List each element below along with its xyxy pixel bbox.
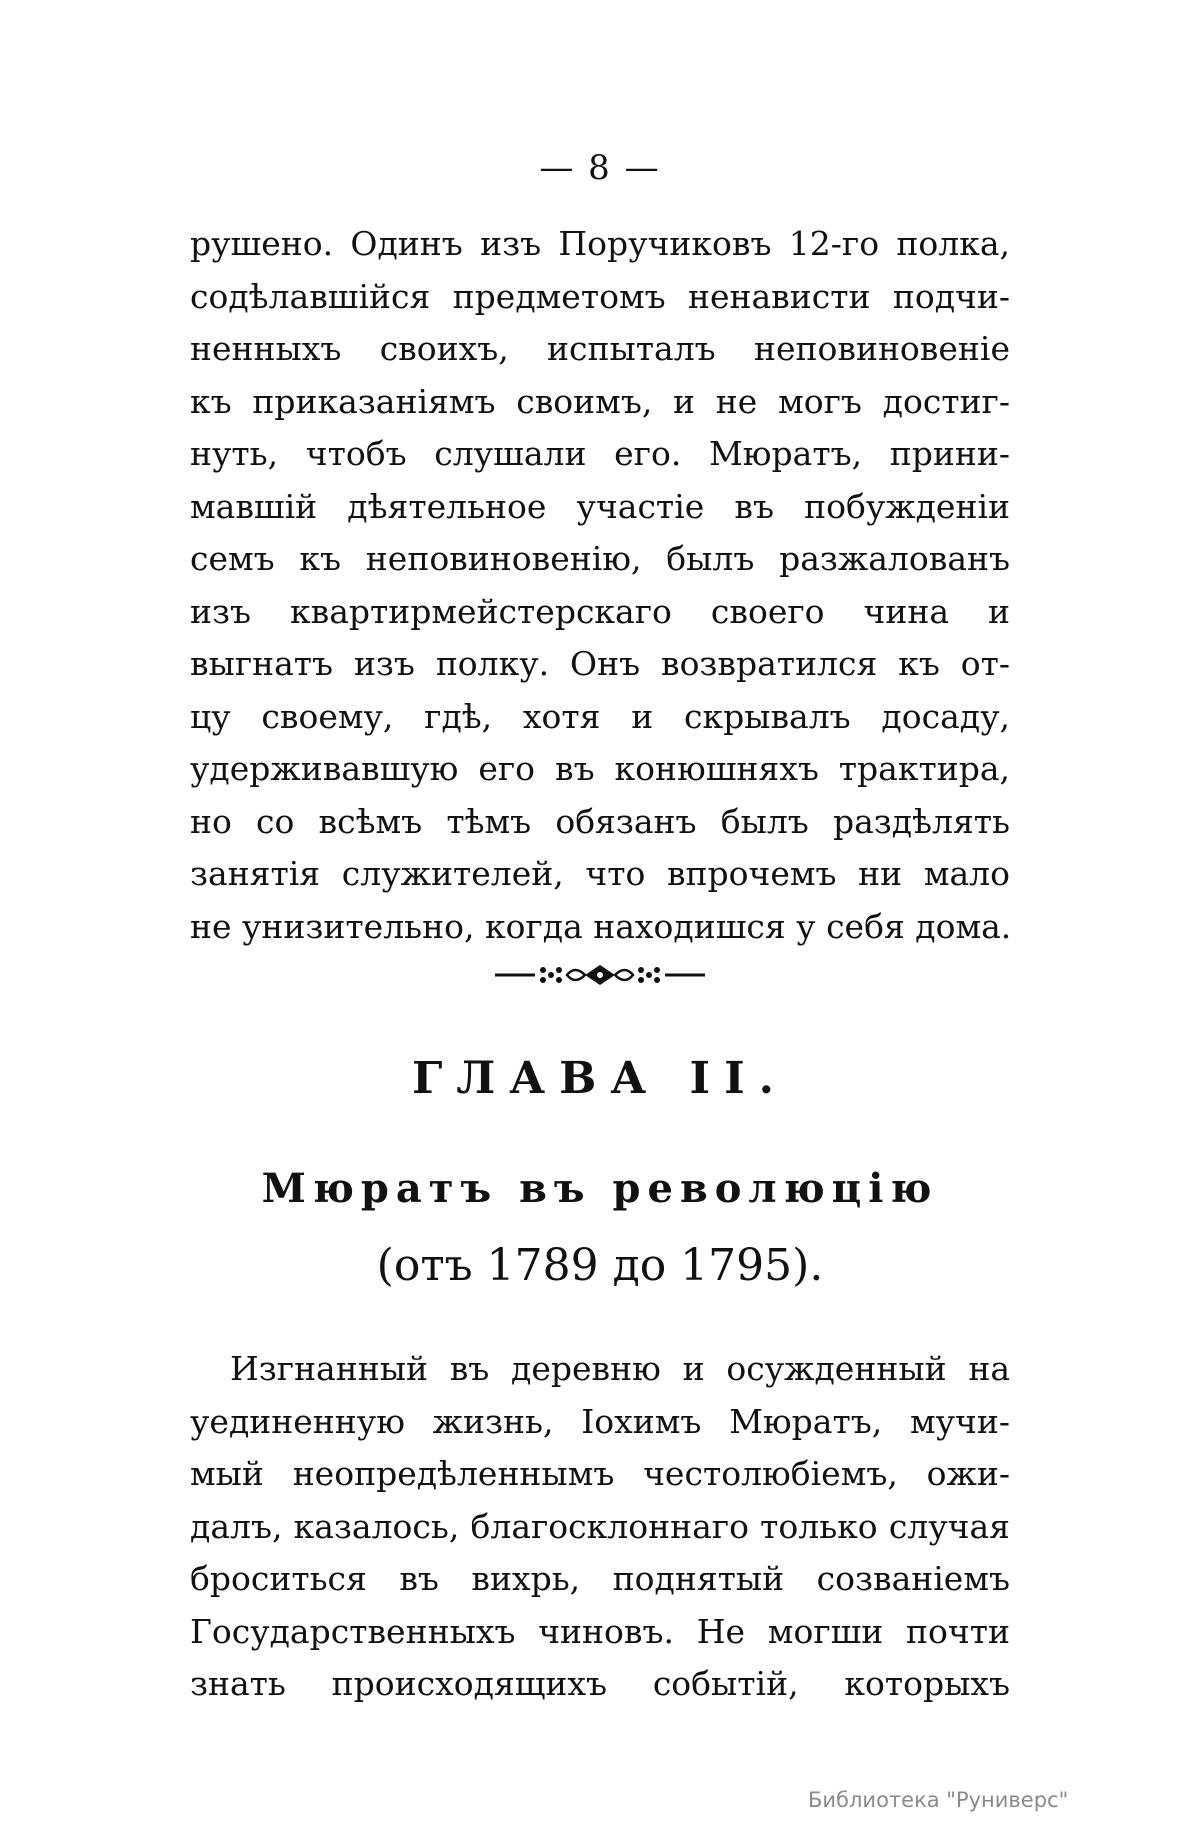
chapter-title: ГЛАВА II. xyxy=(412,1053,788,1104)
floral-divider-ornament-icon xyxy=(0,960,1200,990)
text-line: къ приказаніямъ своимъ, и не могъ достиг- xyxy=(190,381,1010,421)
text-line: не унизительно, когда находишся у себя дома. xyxy=(190,906,1012,946)
paragraph-continued xyxy=(190,218,1010,953)
text-line: знать происходящихъ событій, которыхъ xyxy=(190,1664,1010,1703)
text-line: уединенную жизнь, Іохимъ Мюратъ, мучи- xyxy=(190,1401,1010,1441)
chapter-subtitle: Мюратъ въ революцію xyxy=(261,1165,939,1212)
text-line: выгнатъ изъ полку. Онъ возвратился къ от- xyxy=(190,644,1010,683)
text-line: нуть, чтобъ слушали его. Мюратъ, прини- xyxy=(190,434,1010,473)
page-number: — 8 — xyxy=(539,148,661,188)
text-line: но со всѣмъ тѣмъ обязанъ былъ раздѣлять xyxy=(190,801,1010,841)
text-line: Государственныхъ чиновъ. Не могши почти xyxy=(190,1611,1010,1651)
text-line: рушено. Одинъ изъ Поручиковъ 12-го полка, xyxy=(190,224,1010,263)
text-line: мый неопредѣленнымъ честолюбіемъ, ожи- xyxy=(190,1454,1010,1493)
chapter-paragraph xyxy=(190,1343,1010,1711)
text-line: ненныхъ своихъ, испыталъ неповиновеніе xyxy=(190,329,1010,368)
library-watermark: Библиотека "Руниверс" xyxy=(808,1788,1069,1812)
text-line: мавшій дѣятельное участіе въ побужденіи xyxy=(190,486,1010,526)
text-line: далъ, казалось, благосклоннаго только случая xyxy=(190,1506,1010,1546)
chapter-dates: (отъ 1789 до 1795). xyxy=(376,1240,824,1291)
text-line: содѣлавшійся предметомъ ненависти подчи- xyxy=(190,276,1010,316)
text-line: броситься въ вихрь, поднятый созваніемъ xyxy=(190,1559,1010,1598)
text-line: семъ къ неповиновенію, былъ разжалованъ xyxy=(190,539,1010,578)
text-line: изъ квартирмейстерскаго своего чина и xyxy=(190,591,1010,631)
text-line: цу своему, гдѣ, хотя и скрывалъ досаду, xyxy=(190,696,1010,736)
text-line: удерживавшую его въ конюшняхъ трактира, xyxy=(190,749,1010,788)
text-line: Изгнанный въ деревню и осужденный на xyxy=(230,1349,1010,1388)
text-line: занятія служителей, что впрочемъ ни мало xyxy=(190,854,1010,893)
